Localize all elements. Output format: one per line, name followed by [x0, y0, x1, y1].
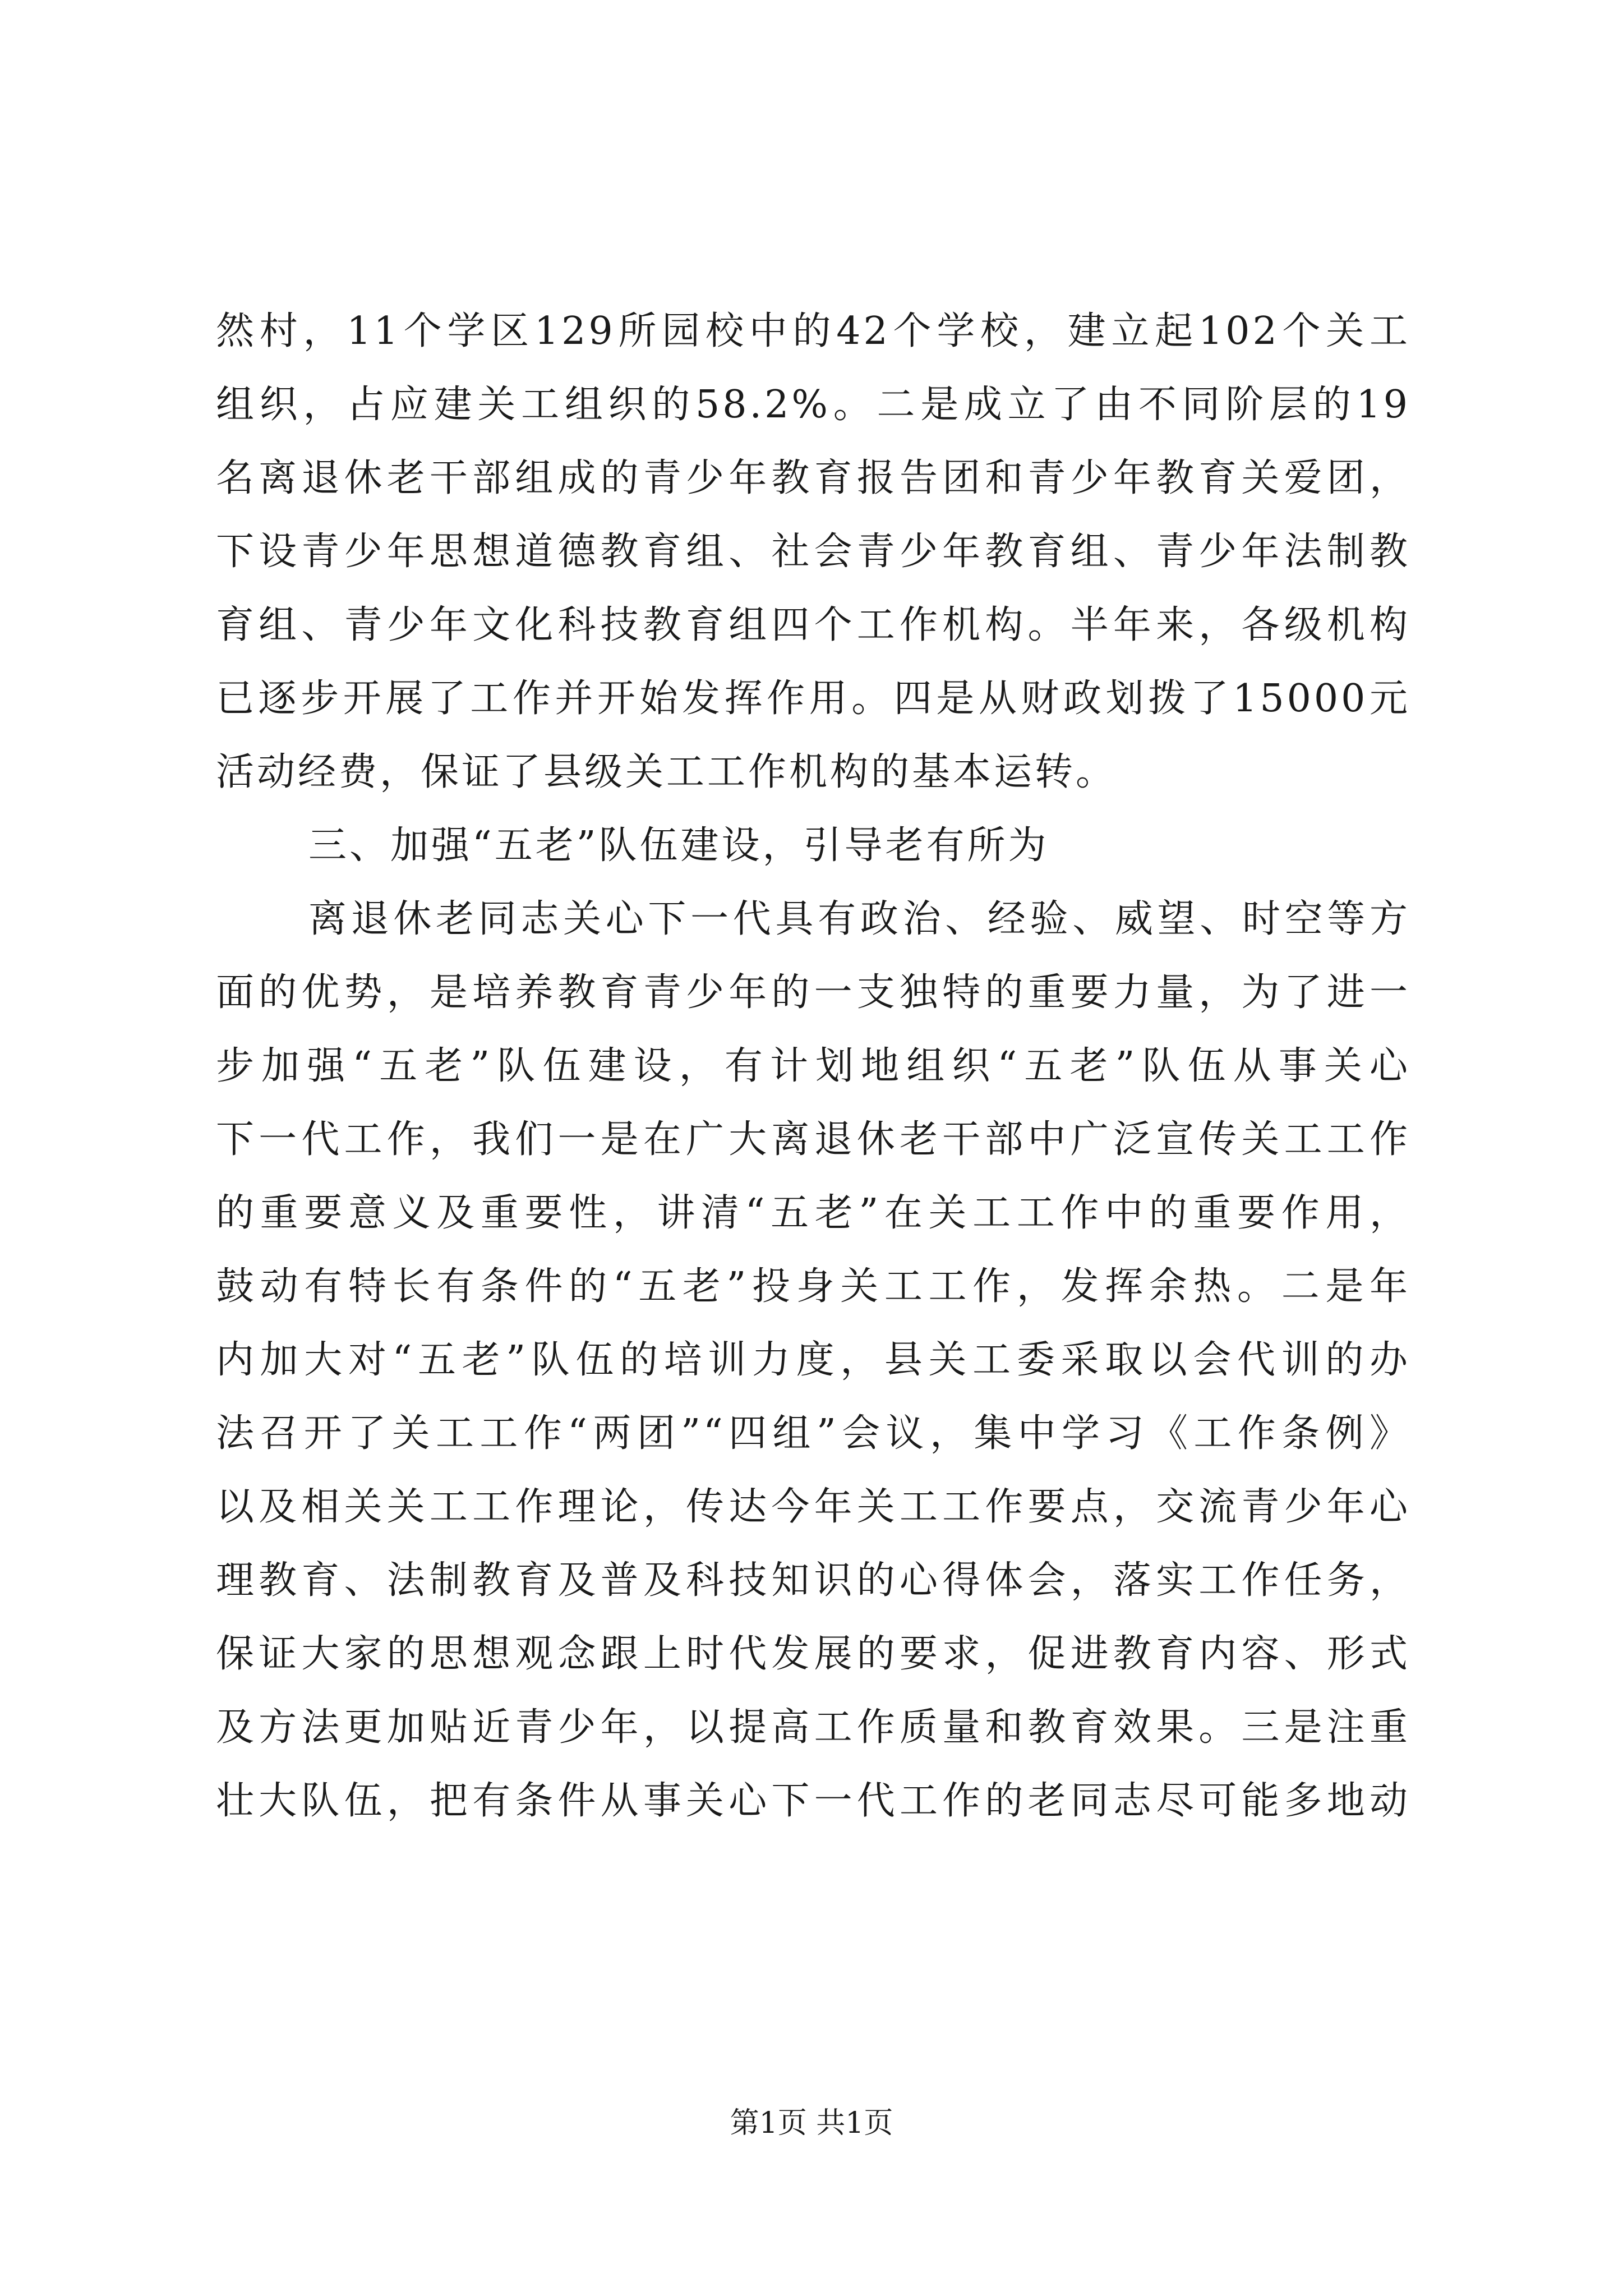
text-line: 以及相关关工工作理论，传达今年关工工作要点，交流青少年心 [216, 1485, 1410, 1529]
text-line: 育组、青少年文化科技教育组四个工作机构。半年来，各级机构 [216, 603, 1410, 647]
text-line: 名离退休老干部组成的青少年教育报告团和青少年教育关爱团， [216, 456, 1410, 500]
text-line: 下一代工作，我们一是在广大离退休老干部中广泛宣传关工工作 [216, 1117, 1410, 1162]
text-line: 活动经费，保证了县级关工工作机构的基本运转。 [216, 750, 1117, 794]
text-line: 然村，11个学区129所园校中的42个学校，建立起102个关工 [216, 309, 1410, 353]
text-line: 法召开了关工工作“两团”“四组”会议，集中学习《工作条例》 [216, 1411, 1410, 1456]
text-line: 下设青少年思想道德教育组、社会青少年教育组、青少年法制教 [216, 530, 1410, 574]
text-line: 步加强“五老”队伍建设，有计划地组织“五老”队伍从事关心 [216, 1044, 1410, 1088]
text-line: 鼓动有特长有条件的“五老”投身关工工作，发挥余热。二是年 [216, 1264, 1410, 1309]
text-line: 内加大对“五老”队伍的培训力度，县关工委采取以会代训的办 [216, 1338, 1410, 1382]
page-number-footer: 第1页 共1页 [730, 2106, 893, 2140]
text-line: 的重要意义及重要性，讲清“五老”在关工工作中的重要作用， [216, 1191, 1410, 1235]
text-line: 理教育、法制教育及普及科技知识的心得体会，落实工作任务， [216, 1558, 1410, 1603]
text-line: 离退休老同志关心下一代具有政治、经验、威望、时空等方 [308, 897, 1410, 941]
text-line: 组织，占应建关工组织的58.2%。二是成立了由不同阶层的19 [216, 383, 1410, 427]
section-heading: 三、加强“五老”队伍建设，引导老有所为 [308, 823, 1049, 868]
text-line: 壮大队伍，把有条件从事关心下一代工作的老同志尽可能多地动 [216, 1779, 1410, 1823]
text-line: 面的优势，是培养教育青少年的一支独特的重要力量，为了进一 [216, 970, 1410, 1015]
text-line: 保证大家的思想观念跟上时代发展的要求，促进教育内容、形式 [216, 1632, 1410, 1676]
text-line: 已逐步开展了工作并开始发挥作用。四是从财政划拨了15000元 [216, 677, 1410, 721]
text-line: 及方法更加贴近青少年，以提高工作质量和教育效果。三是注重 [216, 1705, 1410, 1750]
